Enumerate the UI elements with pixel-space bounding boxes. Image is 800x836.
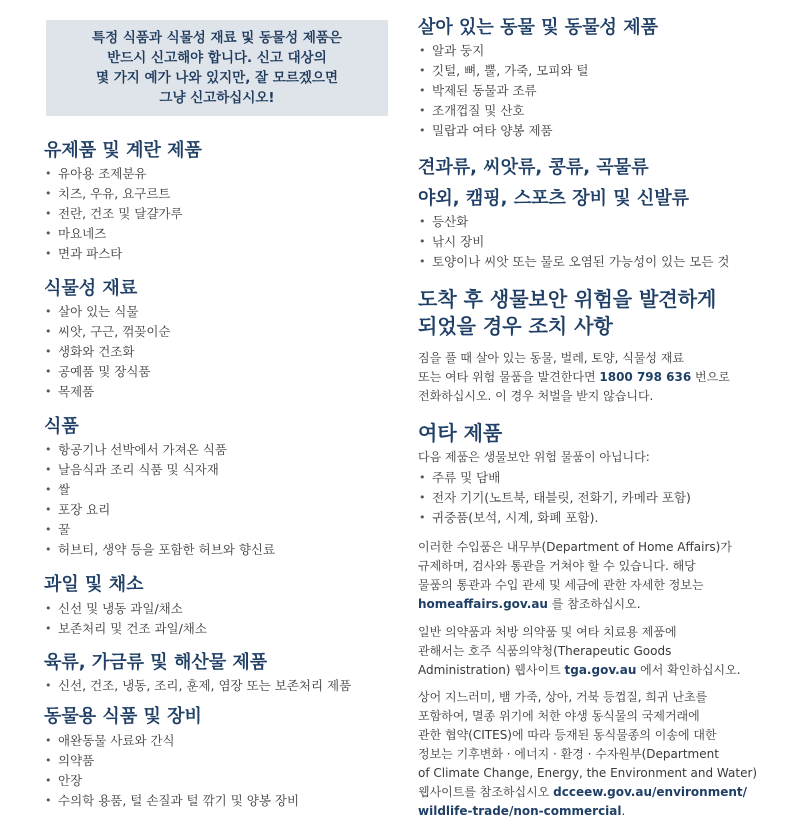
list-item: • 보존처리 및 건조 과일/채소 <box>44 619 207 639</box>
list-item: • 낚시 장비 <box>418 232 729 252</box>
homeaffairs-link[interactable]: homeaffairs.gov.au <box>418 597 548 611</box>
list-item: • 항공기나 선박에서 가져온 식품 <box>44 440 275 460</box>
section-title-action: 도착 후 생물보안 위험을 발견하게 되었을 경우 조치 사항 <box>418 287 717 338</box>
section-title-dairy: 유제품 및 계란 제품 <box>44 140 202 161</box>
list-other <box>418 468 691 528</box>
list-item: • 꿀 <box>44 520 275 540</box>
action-text-a: 짐을 풀 때 살아 있는 동물, 벌레, 토양, 식물성 재료 또는 여타 위험 물품을 발견한다면 <box>418 351 685 384</box>
list-item: • 알과 둥지 <box>418 41 589 61</box>
list-item: • 깃털, 뼈, 뿔, 가죽, 모피와 털 <box>418 61 589 81</box>
dcceew-link[interactable]: dcceew.gov.au/environment/ wildlife-trade/non-commercial <box>418 785 748 818</box>
list-item: • 토양이나 씨앗 또는 물로 오염된 가능성이 있는 모든 것 <box>418 252 729 272</box>
list-item: • 허브티, 생약 등을 포함한 허브와 향신료 <box>44 540 275 560</box>
p2-text-a: 일반 의약품과 처방 의약품 및 여타 치료용 제품에 관해서는 호주 식품의약청(Therapeutic Goods Administration) 웹사이트 <box>418 625 677 677</box>
other-intro: 다음 제품은 생물보안 위험 물품이 아닙니다: <box>418 450 650 464</box>
list-animals <box>418 41 589 141</box>
list-fruit <box>44 599 207 639</box>
p1-text-a: 이러한 수입품은 내무부(Department of Home Affairs)가 규제하며, 검사와 통관을 거쳐야 할 수 있습니다. 해당 물품의 통관과 수입 관세 및 세금에 관한 자세한 정보는 <box>418 540 732 592</box>
section-title-other: 여타 제품 <box>418 421 503 445</box>
list-item: • 박제된 동물과 조류 <box>418 81 589 101</box>
section-title-plant: 식물성 재료 <box>44 278 138 299</box>
section-title-meat: 육류, 가금류 및 해산물 제품 <box>44 652 268 673</box>
p3-text-a: 상어 지느러미, 뱀 가죽, 상아, 거북 등껍질, 희귀 난초를 포함하여, 멸종 위기에 처한 야생 동식물의 국제거래에 관한 협약(CITES)에 따라 등재된 동식물종의 이송에 대한 정보는 기후변화 · 에너지 · 환경 · 수자원부(Department of Climate Change, Energy, the Environment and Water) 웹사이트를 참조하십시오 <box>418 690 758 799</box>
cites-paragraph <box>418 688 774 821</box>
p1-text-b: 를 참조하십시오. <box>547 597 641 611</box>
notice-box <box>46 20 388 116</box>
list-item: • 쌀 <box>44 480 275 500</box>
list-item: • 치즈, 우유, 요구르트 <box>44 184 183 204</box>
section-title-animal-food: 동물용 식품 및 장비 <box>44 706 202 727</box>
list-item: • 씨앗, 구근, 꺾꽂이순 <box>44 322 171 342</box>
list-item: • 날음식과 조리 식품 및 식자재 <box>44 460 275 480</box>
section-title-food: 식품 <box>44 416 79 437</box>
home-affairs-paragraph <box>418 538 774 614</box>
list-plant <box>44 302 171 402</box>
section-title-outdoor: 야외, 캠핑, 스포츠 장비 및 신발류 <box>418 188 690 209</box>
list-item: • 안장 <box>44 771 299 791</box>
list-item: • 살아 있는 식물 <box>44 302 171 322</box>
list-item: • 밀랍과 여타 양봉 제품 <box>418 121 589 141</box>
notice-text: 특정 식품과 식물성 재료 및 동물성 제품은 반드시 신고해야 합니다. 신고 대상의 몇 가지 예가 나와 있지만, 잘 모르겠으면 그냥 신고하십시오! <box>92 30 342 106</box>
list-item: • 유아용 조제분유 <box>44 164 183 184</box>
phone-number: 1800 798 636 <box>599 370 692 384</box>
section-title-animals: 살아 있는 동물 및 동물성 제품 <box>418 17 658 38</box>
p3-text-b: . <box>621 804 626 818</box>
list-item: • 조개껍질 및 산호 <box>418 101 589 121</box>
action-text <box>418 349 774 406</box>
list-item: • 공예품 및 장식품 <box>44 362 171 382</box>
section-title-fruit: 과일 및 채소 <box>44 574 144 595</box>
list-item: • 포장 요리 <box>44 500 275 520</box>
list-item: • 면과 파스타 <box>44 244 183 264</box>
list-item: • 생화와 건조화 <box>44 342 171 362</box>
list-item: • 신선, 건조, 냉동, 조리, 훈제, 염장 또는 보존처리 제품 <box>44 676 351 696</box>
list-item: • 애완동물 사료와 간식 <box>44 731 299 751</box>
action-text-b: 번으로 전화하십시오. 이 경우 처벌을 받지 않습니다. <box>418 370 730 403</box>
list-outdoor <box>418 212 729 272</box>
section-title-nuts: 견과류, 씨앗류, 콩류, 곡물류 <box>418 157 649 178</box>
list-item: • 마요네즈 <box>44 224 183 244</box>
list-item: • 귀중품(보석, 시계, 화폐 포함). <box>418 508 691 528</box>
list-dairy <box>44 164 183 264</box>
tga-link[interactable]: tga.gov.au <box>564 663 637 677</box>
list-item: • 전자 기기(노트북, 태블릿, 전화기, 카메라 포함) <box>418 488 691 508</box>
list-item: • 전란, 건조 및 달걀가루 <box>44 204 183 224</box>
list-item: • 등산화 <box>418 212 729 232</box>
p2-text-b: 에서 확인하십시오. <box>636 663 741 677</box>
list-food <box>44 440 275 560</box>
list-item: • 목제품 <box>44 382 171 402</box>
list-item: • 주류 및 담배 <box>418 468 691 488</box>
list-item: • 신선 및 냉동 과일/채소 <box>44 599 207 619</box>
list-item: • 의약품 <box>44 751 299 771</box>
list-item: • 수의학 용품, 털 손질과 털 깎기 및 양봉 장비 <box>44 791 299 811</box>
tga-paragraph <box>418 623 774 680</box>
list-animal-food <box>44 731 299 811</box>
list-meat <box>44 676 351 696</box>
